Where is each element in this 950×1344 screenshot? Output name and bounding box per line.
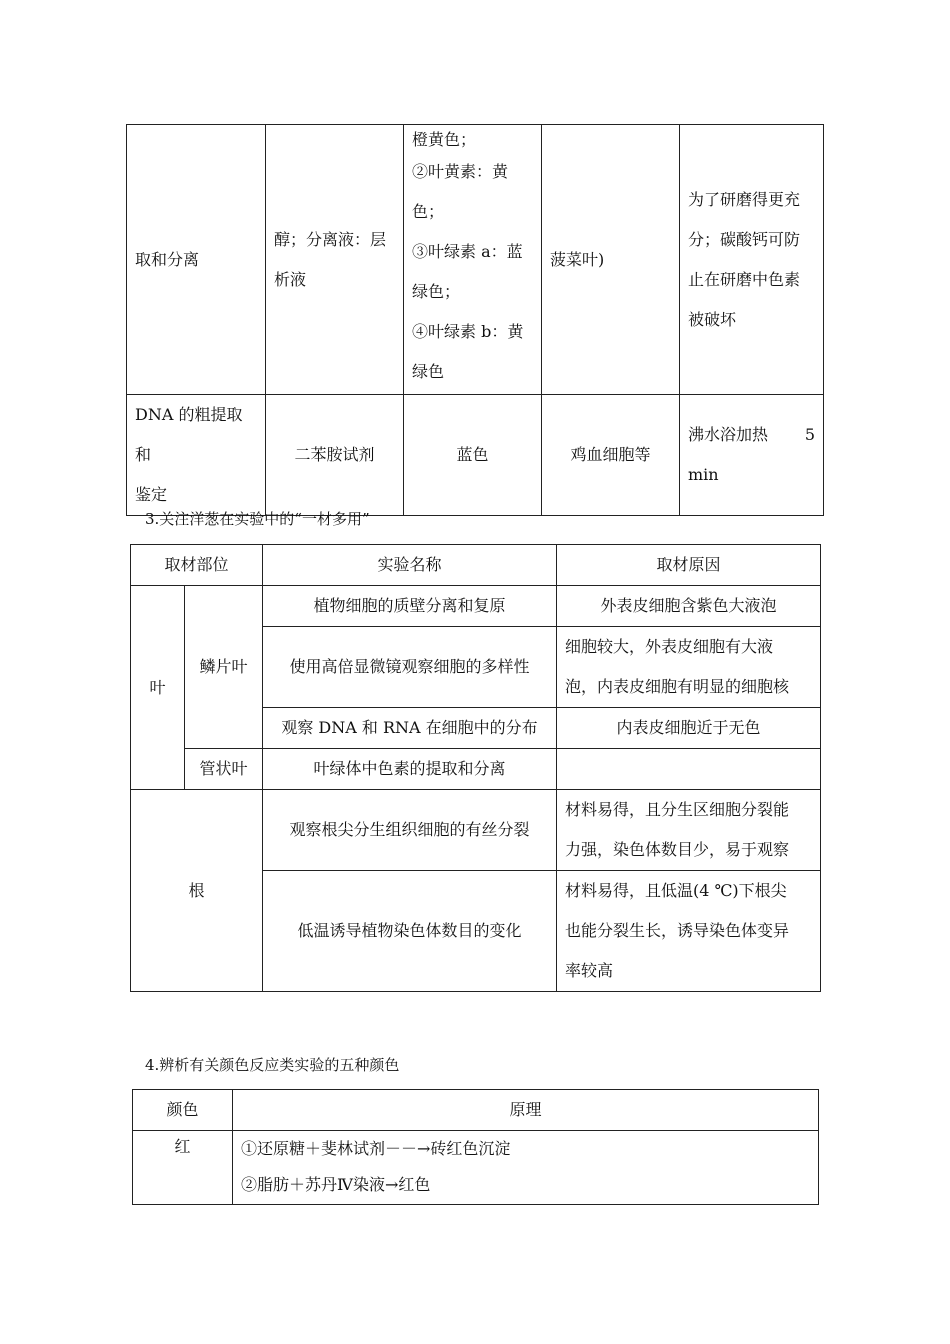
table-row (127, 125, 824, 395)
scale-leaf-cell: 鳞片叶 (185, 586, 263, 749)
leaf-cell: 叶 (131, 586, 185, 790)
experiment-name-cell: 使用高倍显微镜观察细胞的多样性 (263, 627, 557, 708)
reason-cell: 内表皮细胞近于无色 (557, 708, 821, 749)
table-row (131, 586, 821, 627)
notes-cell (680, 125, 824, 395)
reason-cell (557, 871, 821, 992)
text-line: 鉴定 (135, 485, 168, 504)
text-line: ②叶黄素：黄 (412, 161, 509, 181)
text-line: 分；碳酸钙可防 (688, 229, 801, 249)
experiment-name-cell: 观察根尖分生组织细胞的有丝分裂 (263, 790, 557, 871)
experiment-name-cell: 叶绿体中色素的提取和分离 (263, 749, 557, 790)
text-line: 也能分裂生长，诱导染色体变异 (565, 921, 790, 940)
text-line: 材料易得，且分生区细胞分裂能 (565, 800, 790, 819)
column-header: 颜色 (133, 1090, 233, 1131)
material-cell: 鸡血细胞等 (542, 395, 680, 516)
column-header: 原理 (233, 1090, 819, 1131)
principle-cell (233, 1131, 819, 1205)
table-row (133, 1131, 819, 1205)
experiment-name-cell (127, 395, 266, 516)
reason-cell: 外表皮细胞含紫色大液泡 (557, 586, 821, 627)
table-header-row (131, 545, 821, 586)
section-3-title: 3.关注洋葱在实验中的“一材多用” (145, 510, 370, 528)
color-reaction-table (132, 1089, 819, 1205)
experiment-name-cell: 低温诱导植物染色体数目的变化 (263, 871, 557, 992)
pigment-dna-table (126, 124, 824, 516)
tubular-leaf-cell: 管状叶 (185, 749, 263, 790)
section-4-title: 4.辨析有关颜色反应类实验的五种颜色 (145, 1056, 400, 1074)
text-line: 橙黄色； (412, 129, 477, 149)
text-line: 止在研磨中色素 (688, 269, 801, 289)
color-cell (404, 125, 542, 395)
text-line: 泡，内表皮细胞有明显的细胞核 (565, 677, 790, 696)
text-line: ②脂肪＋苏丹Ⅳ染液→红色 (241, 1175, 431, 1194)
reason-cell (557, 627, 821, 708)
column-header: 取材原因 (557, 545, 821, 586)
reagent-cell: 二苯胺试剂 (266, 395, 404, 516)
text-line: min (688, 465, 719, 484)
text-line: 醇；分离液：层 (274, 229, 387, 249)
column-header: 实验名称 (263, 545, 557, 586)
text-line: 率较高 (565, 961, 614, 980)
text-line: 色； (412, 201, 445, 221)
experiment-name-cell: 植物细胞的质壁分离和复原 (263, 586, 557, 627)
table-row (127, 395, 824, 516)
root-cell: 根 (131, 790, 263, 992)
text-line: 为了研磨得更充 (688, 189, 801, 209)
experiment-name-cell: 观察 DNA 和 RNA 在细胞中的分布 (263, 708, 557, 749)
text-line: 绿色 (412, 361, 445, 381)
reagent-cell (266, 125, 404, 395)
onion-table (130, 544, 821, 992)
text-line: 沸水浴加热 5 (688, 425, 815, 444)
material-cell: 菠菜叶) (542, 125, 680, 395)
table-header-row (133, 1090, 819, 1131)
color-cell: 红 (133, 1131, 233, 1205)
text-line: 被破坏 (688, 309, 737, 329)
table-row (131, 790, 821, 871)
text-line: DNA 的粗提取和 (135, 405, 243, 464)
text-line: ④叶绿素 b：黄 (412, 321, 524, 341)
table-row (131, 749, 821, 790)
text-line: ①还原糖＋斐林试剂－－→砖红色沉淀 (241, 1139, 511, 1158)
text-line: 析液 (274, 269, 307, 289)
text-line: 绿色； (412, 281, 461, 301)
text-line: 细胞较大，外表皮细胞有大液 (565, 637, 774, 656)
text-line: 力强，染色体数目少，易于观察 (565, 840, 790, 859)
experiment-name-cell: 取和分离 (127, 125, 266, 395)
color-cell: 蓝色 (404, 395, 542, 516)
reason-cell (557, 749, 821, 790)
text-line: 材料易得，且低温(4 ℃)下根尖 (565, 881, 787, 900)
column-header: 取材部位 (131, 545, 263, 586)
text-line: ③叶绿素 a：蓝 (412, 241, 523, 261)
notes-cell (680, 395, 824, 516)
reason-cell (557, 790, 821, 871)
